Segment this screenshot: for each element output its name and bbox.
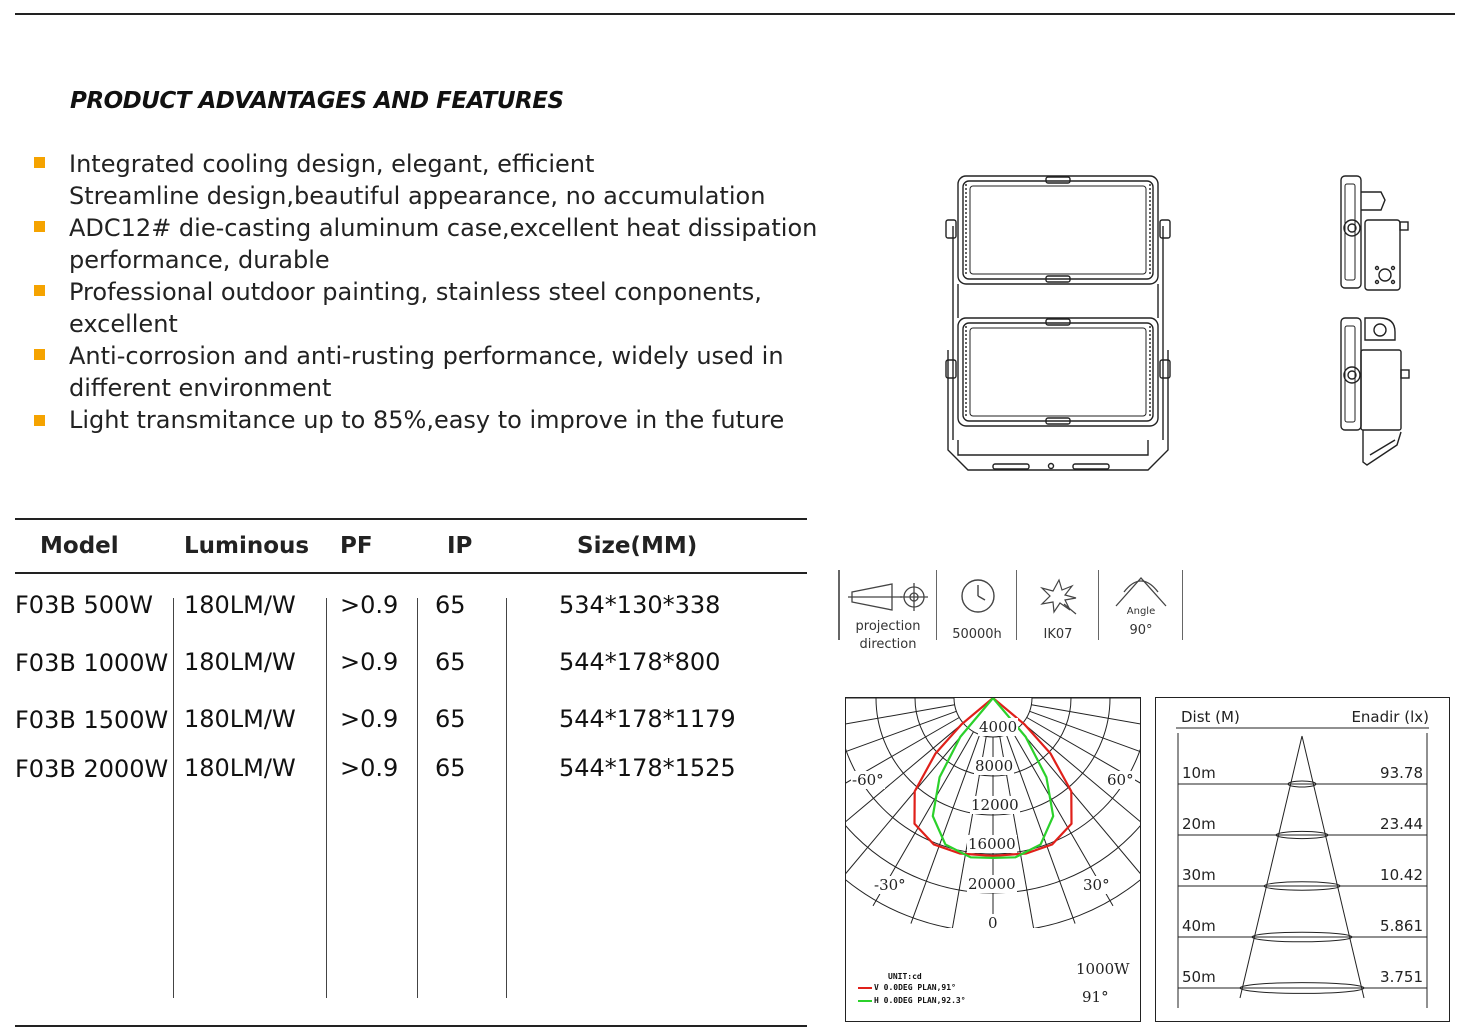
angle-label: -30° xyxy=(874,876,906,894)
column-divider xyxy=(417,598,418,998)
feature-item xyxy=(30,276,830,340)
cell-luminous: 180LM/W xyxy=(184,591,296,619)
cell-pf: >0.9 xyxy=(340,591,399,619)
polar-distribution-chart xyxy=(845,697,1141,1022)
cell-size: 544*178*1525 xyxy=(559,754,736,782)
impact-icon xyxy=(1038,576,1080,616)
dist-label: 50m xyxy=(1182,968,1216,986)
legend-h: H 0.0DEG PLAN,92.3° xyxy=(874,996,966,1005)
projection-direction-icon xyxy=(848,576,932,616)
polar-spoke xyxy=(846,705,955,740)
cell-size: 534*130*338 xyxy=(559,591,721,619)
dist-label: 20m xyxy=(1182,815,1216,833)
beam-angle-icon xyxy=(1112,572,1170,608)
feature-item xyxy=(30,212,830,276)
polar-spoke xyxy=(1031,705,1140,740)
cell-size: 544*178*800 xyxy=(559,648,721,676)
cone-edge xyxy=(1240,736,1302,998)
legend-v: V 0.0DEG PLAN,91° xyxy=(874,983,956,992)
feature-line: Streamline design,beautiful appearance, no accumulation xyxy=(69,182,766,210)
col-header-model: Model xyxy=(40,533,119,559)
legend-swatch-h xyxy=(858,1000,872,1002)
cell-size: 544*178*1179 xyxy=(559,705,736,733)
polar-spoke xyxy=(1018,728,1140,882)
dist-label: 40m xyxy=(1182,917,1216,935)
column-divider xyxy=(173,598,174,998)
col-header-luminous: Luminous xyxy=(184,533,310,559)
feature-list xyxy=(30,148,830,436)
feature-line: performance, durable xyxy=(69,246,330,274)
square-bullet-icon xyxy=(34,221,45,232)
feature-item xyxy=(30,404,830,436)
side-view-drawing xyxy=(1335,170,1420,475)
projection-caption-line: direction xyxy=(859,637,917,652)
cell-pf: >0.9 xyxy=(340,705,399,733)
feature-line: Anti-corrosion and anti-rusting performance, widely used in xyxy=(69,342,784,370)
table-header-rule xyxy=(15,572,807,574)
polar-spoke xyxy=(1006,735,1075,924)
radial-label: 12000 xyxy=(971,796,1019,814)
square-bullet-icon xyxy=(34,157,45,168)
lifetime-label: 50000h xyxy=(952,627,1002,642)
legend-swatch-v xyxy=(858,987,872,989)
radial-label: 20000 xyxy=(968,875,1016,893)
dist-label: 30m xyxy=(1182,866,1216,884)
lux-value: 5.861 xyxy=(1380,917,1423,935)
cell-luminous: 180LM/W xyxy=(184,705,296,733)
column-divider xyxy=(506,598,507,998)
col-header-pf: PF xyxy=(340,533,373,559)
feature-item xyxy=(30,148,830,212)
square-bullet-icon xyxy=(34,415,45,426)
power-label: 1000W xyxy=(1076,960,1130,978)
table-bottom-rule xyxy=(15,1025,807,1027)
cell-ip: 65 xyxy=(435,591,466,619)
angle-label: 60° xyxy=(1107,771,1134,789)
angle-label: 0 xyxy=(988,914,998,932)
lux-value: 93.78 xyxy=(1380,764,1423,782)
cell-model: F03B 500W xyxy=(15,591,153,619)
cell-pf: >0.9 xyxy=(340,648,399,676)
cell-pf: >0.9 xyxy=(340,754,399,782)
feature-line: different environment xyxy=(69,374,332,402)
cone-edge xyxy=(1302,736,1364,998)
cell-model: F03B 1500W xyxy=(15,706,169,734)
beam-label: 91° xyxy=(1082,988,1109,1006)
lux-value: 3.751 xyxy=(1380,968,1423,986)
impact-rating: IK07 xyxy=(1043,627,1073,642)
clock-icon xyxy=(958,574,998,616)
front-view-drawing xyxy=(938,170,1178,485)
polar-spoke xyxy=(846,728,968,882)
cell-model: F03B 2000W xyxy=(15,755,169,783)
feature-line: ADC12# die-casting aluminum case,excellent heat dissipation xyxy=(69,214,818,242)
cell-ip: 65 xyxy=(435,705,466,733)
cell-model: F03B 1000W xyxy=(15,649,169,677)
square-bullet-icon xyxy=(34,285,45,296)
angle-label: -60° xyxy=(852,771,884,789)
cell-luminous: 180LM/W xyxy=(184,648,296,676)
lux-header: Enadir (lx) xyxy=(1351,708,1429,726)
feature-line: Light transmitance up to 85%,easy to improve in the future xyxy=(69,406,785,434)
angle-word: Angle xyxy=(1126,606,1156,617)
projection-direction-block xyxy=(840,570,937,652)
square-bullet-icon xyxy=(34,349,45,360)
lux-value: 10.42 xyxy=(1380,866,1423,884)
beam-angle-block xyxy=(1100,570,1183,640)
radial-label: 4000 xyxy=(979,718,1018,736)
angle-value: 90° xyxy=(1129,623,1153,638)
column-divider xyxy=(326,598,327,998)
radial-label: 16000 xyxy=(968,835,1016,853)
col-header-size: Size(MM) xyxy=(577,533,698,559)
feature-line: excellent xyxy=(69,310,178,338)
top-rule xyxy=(15,13,1455,15)
radial-label: 8000 xyxy=(975,757,1014,775)
spec-icons-row xyxy=(838,568,1183,652)
feature-item xyxy=(30,340,830,404)
unit-label: UNIT:cd xyxy=(888,972,922,981)
illuminance-table xyxy=(1155,697,1450,1022)
cell-ip: 65 xyxy=(435,648,466,676)
impact-block xyxy=(1018,570,1099,640)
cell-ip: 65 xyxy=(435,754,466,782)
table-top-rule xyxy=(15,518,807,520)
feature-line: Professional outdoor painting, stainless steel conponents, xyxy=(69,278,762,306)
feature-line: Integrated cooling design, elegant, efficient xyxy=(69,150,595,178)
dist-label: 10m xyxy=(1182,764,1216,782)
angle-label: 30° xyxy=(1083,876,1110,894)
lifetime-block xyxy=(938,570,1017,640)
col-header-ip: IP xyxy=(447,533,473,559)
section-heading: PRODUCT ADVANTAGES AND FEATURES xyxy=(70,88,564,114)
lux-value: 23.44 xyxy=(1380,815,1423,833)
polar-spoke xyxy=(911,735,980,924)
cell-luminous: 180LM/W xyxy=(184,754,296,782)
projection-caption-line: projection xyxy=(855,619,921,634)
dist-header: Dist (M) xyxy=(1181,708,1240,726)
